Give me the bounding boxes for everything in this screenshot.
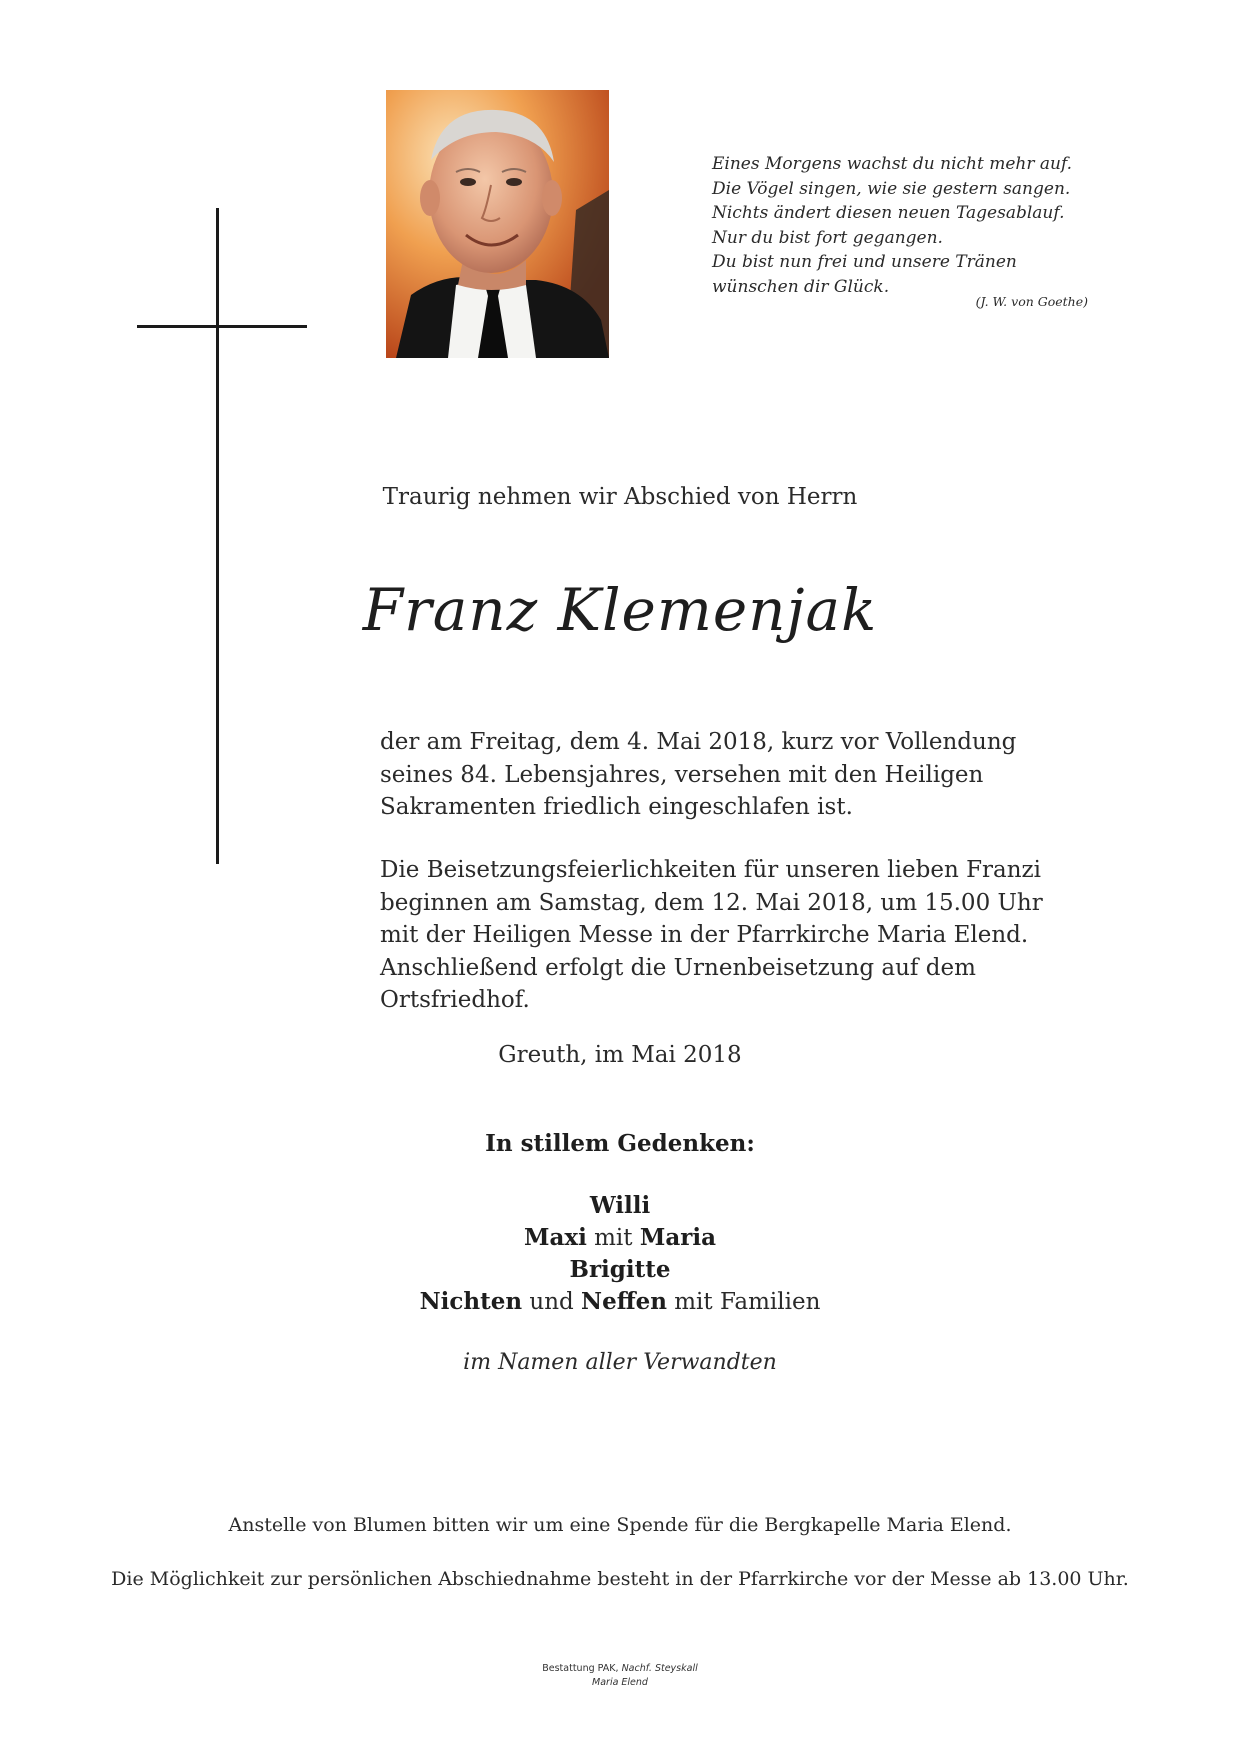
poem-author: (J. W. von Goethe) (975, 294, 1088, 309)
death-paragraph (380, 726, 1060, 824)
family-suffix: mit Familien (674, 1289, 821, 1315)
family-connector: und (529, 1289, 574, 1315)
paragraph-line: Ortsfriedhof. (380, 987, 530, 1013)
portrait-illustration (386, 90, 609, 358)
family-line (0, 1224, 1240, 1251)
paragraph-line: Sakramenten friedlich eingeschlafen ist. (380, 794, 853, 820)
funeral-home-name: Bestattung PAK, (542, 1663, 619, 1674)
paragraph-line: mit der Heiligen Messe in der Pfarrkirche Maria Elend. (380, 922, 1029, 948)
intro-text: Traurig nehmen wir Abschied von Herrn (382, 484, 858, 510)
family-name: Neffen (581, 1288, 667, 1315)
family-connector: mit (594, 1225, 633, 1251)
gedenken-heading: In stillem Gedenken: (485, 1130, 755, 1157)
poem-line: wünschen dir Glück. (712, 276, 890, 297)
family-name: Brigitte (569, 1256, 671, 1283)
family-line (0, 1288, 1240, 1315)
family-line (0, 1192, 1240, 1219)
deceased-name: Franz Klemenjak (362, 576, 878, 644)
portrait-photo (386, 90, 609, 358)
poem-line: Nichts ändert diesen neuen Tagesablauf. (712, 203, 1065, 223)
flowers-note: Anstelle von Blumen bitten wir um eine Spende für die Bergkapelle Maria Elend. (228, 1514, 1012, 1536)
family-name: Willi (589, 1192, 651, 1219)
cross-vertical-bar (216, 208, 219, 864)
paragraph-line: Anschließend erfolgt die Urnenbeisetzung auf dem (380, 954, 976, 981)
poem-line: Eines Morgens wachst du nicht mehr auf. (712, 154, 1073, 174)
family-line (0, 1256, 1240, 1283)
poem-line: Die Vögel singen, wie sie gestern sangen. (712, 178, 1071, 199)
funeral-home-line (0, 1662, 1240, 1676)
cross-horizontal-bar (137, 325, 307, 328)
funeral-home (0, 1662, 1240, 1690)
relatives-note: im Namen aller Verwandten (463, 1350, 777, 1375)
paragraph-line: Die Beisetzungsfeierlichkeiten für unseren lieben Franzi (380, 857, 1042, 883)
paragraph-line: seines 84. Lebensjahres, versehen mit den Heiligen (380, 761, 984, 788)
poem (712, 152, 1092, 299)
funeral-home-location: Maria Elend (592, 1677, 648, 1688)
family-name: Nichten (419, 1288, 523, 1315)
place-date: Greuth, im Mai 2018 (498, 1042, 742, 1068)
paragraph-line: der am Freitag, dem 4. Mai 2018, kurz vor Vollendung (380, 729, 1017, 755)
poem-line: Du bist nun frei und unsere Tränen (712, 252, 1017, 272)
family-name: Maxi (524, 1224, 587, 1251)
farewell-note: Die Möglichkeit zur persönlichen Abschiednahme besteht in der Pfarrkirche vor der Messe ab 13.00 Uhr. (111, 1568, 1129, 1590)
poem-line: Nur du bist fort gegangen. (712, 227, 943, 248)
funeral-home-successor: Nachf. Steyskall (621, 1663, 698, 1674)
funeral-paragraph (380, 854, 1060, 1017)
family-name: Maria (639, 1224, 716, 1251)
paragraph-line: beginnen am Samstag, dem 12. Mai 2018, um 15.00 Uhr (380, 889, 1043, 916)
